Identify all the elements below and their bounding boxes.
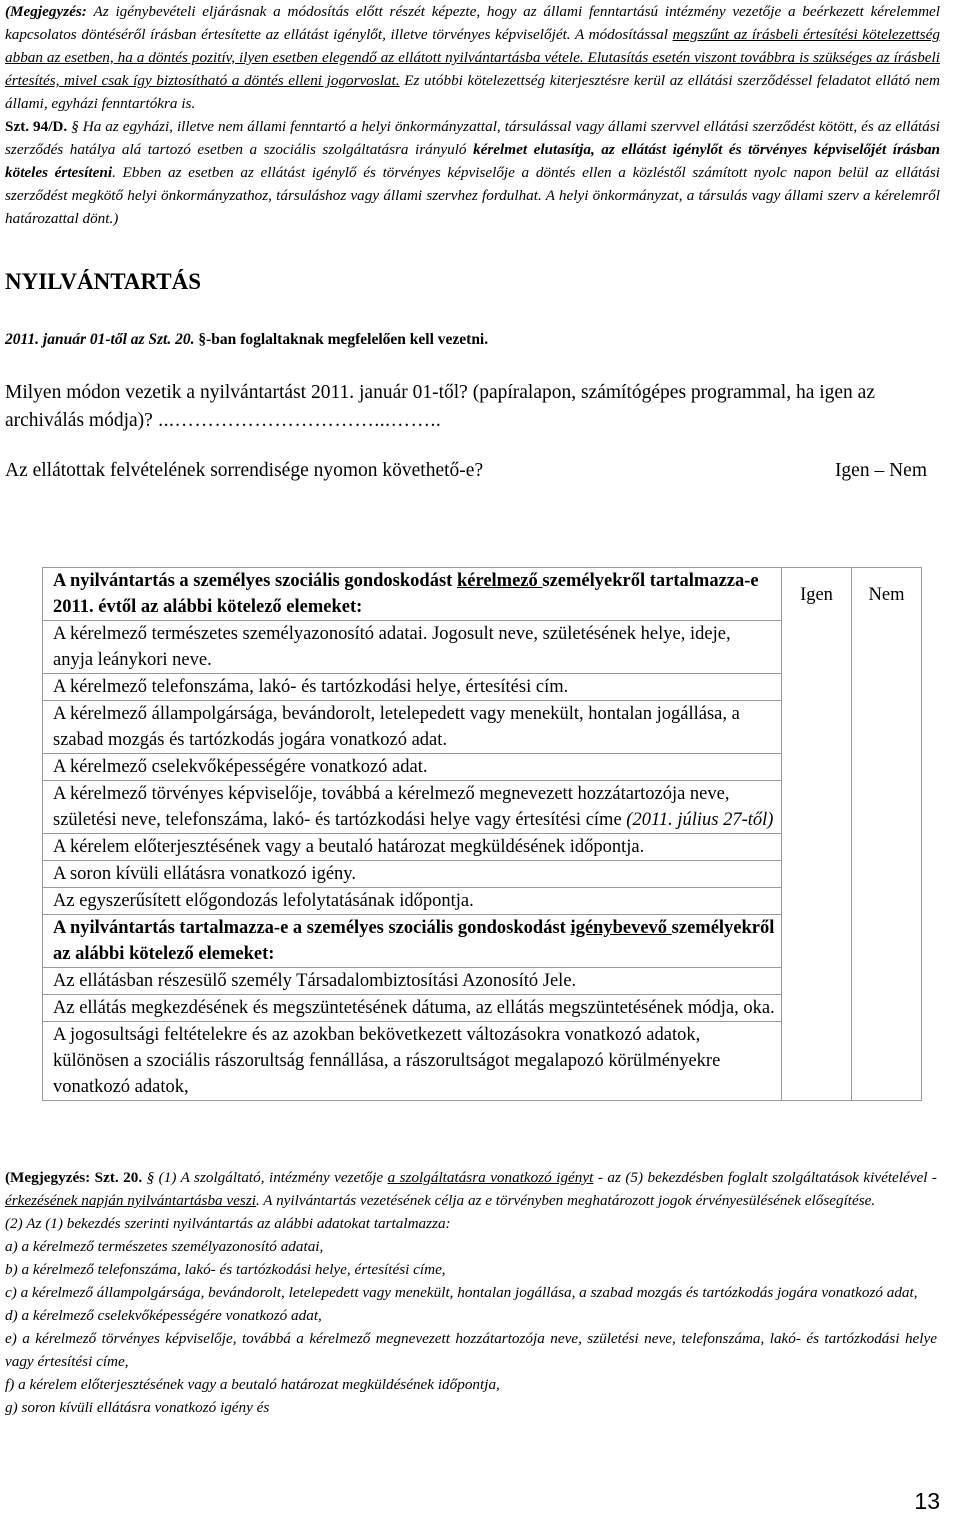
table-header-row — [43, 568, 922, 621]
bottom-note-paragraph — [5, 1166, 937, 1212]
note-underlined-text: megszűnt az írásbeli értesítési kötelezettség abban az esetben, ha a döntés pozitív, ilyen esetben elegendő az ellátott nyilvántartásba vétele. Elutasítás esetén viszont továbbra is szükséges az írásbeli értesítés, mivel csak így biztosítható a döntés elleni jogorvoslat. — [5, 26, 941, 89]
table-cell: A jogosultsági feltételekre és az azokban bekövetkezett változásokra vonatkozó adatok, különösen a szociális rászorultság fennállása, a rászorultságot megalapozó körülményekre vonatkozó adatok, — [43, 1022, 782, 1101]
column-yes: Igen — [782, 568, 852, 1101]
question-records-method-dots: ...…………………………...…….. — [152, 410, 442, 431]
note-lead: (Megjegyzés: — [5, 3, 94, 20]
table-header-underlined: kérelmező — [456, 571, 543, 591]
question-admission-order-text: Az ellátottak felvételének sorrendisége nyomon követhető-e? — [5, 460, 484, 481]
table-header-text: A nyilvántartás tartalmazza-e a személyes szociális gondoskodást — [53, 918, 571, 938]
document-page — [5, 0, 940, 485]
question-records-method-text: Milyen módon vezetik a nyilvántartást 2011. január 01-től? (papíralapon, számítógépes programmal, ha igen az archiválás módja)? — [5, 382, 875, 431]
bottom-note-text-1: § (1) A szolgáltató, intézmény vezetője — [142, 1169, 388, 1186]
bottom-note-line: a) a kérelmező természetes személyazonosító adatai, — [5, 1238, 324, 1255]
checklist-table — [42, 567, 922, 1101]
rule-line-post: §-ban foglaltaknak megfelelően kell vezetni. — [198, 331, 489, 348]
question-admission-order — [5, 457, 927, 485]
table-cell: A kérelmező cselekvőképességére vonatkozó adat. — [43, 754, 782, 781]
table-cell: A kérelem előterjesztésének vagy a beutaló határozat megküldésének időpontja. — [43, 834, 782, 861]
bottom-note — [5, 1166, 937, 1419]
bottom-note-line: b) a kérelmező telefonszáma, lakó- és tartózkodási helye, értesítési címe, — [5, 1261, 446, 1278]
rule-line — [5, 329, 940, 351]
note-text-3b: . Ebben az esetben az ellátást igénylő és törvényes képviselője a döntés ellen a közléstől számított nyolc napon belül az ellátási szerződést megkötő helyi önkormányzathoz, társuláshoz vagy állami szervhez fordulhat. A helyi önkormányzat, a társulás vagy állami szerv a kérelemről határozattal dönt.) — [5, 164, 940, 227]
bottom-note-line: d) a kérelmező cselekvőképességére vonatkozó adat, — [5, 1307, 322, 1324]
table-cell: A kérelmező telefonszáma, lakó- és tartózkodási helye, értesítési cím. — [43, 674, 782, 701]
table-cell-text: A kérelmező törvényes képviselője, továbbá a kérelmező megnevezett hozzátartozója neve, születési neve, telefonszáma, lakó- és tartózkodási helye vagy értesítési címe — [53, 784, 730, 830]
section-heading: NYILVÁNTARTÁS — [5, 269, 202, 294]
rule-line-pre: 2011. január 01-től az Szt. 20. — [5, 331, 199, 348]
bottom-note-text-2: - az (5) bekezdésben foglalt szolgáltatások kivételével - — [593, 1169, 937, 1186]
note-bold-text: kérelmet elutasítja, az ellátást igénylőt és törvényes képviselőjét írásban köteles értesíteni — [5, 141, 941, 181]
table-cell: Az ellátásban részesülő személy Társadalombiztosítási Azonosító Jele. — [43, 968, 782, 995]
bottom-note-lead: (Megjegyzés: Szt. 20. — [5, 1169, 143, 1186]
note-text-2: Ez utóbbi kötelezettség kiterjesztésre kerül az ellátási szerződéssel feladatot ellátó nem állami, egyházi fenntartókra is. — [5, 72, 940, 112]
question-admission-order-answer: Igen – Nem — [834, 460, 927, 481]
bottom-note-underlined-2: érkezésének napján nyilvántartásba veszi — [5, 1192, 256, 1209]
page-number: 13 — [914, 1488, 940, 1514]
bottom-note-underlined-1: a szolgáltatásra vonatkozó igényt — [387, 1169, 594, 1186]
table-header-applicant — [43, 568, 782, 621]
table-header-text-end: személyekről tartalmazza-e 2011. évtől az alábbi kötelező elemeket: — [53, 571, 759, 617]
table-cell: A kérelmező természetes személyazonosító adatai. Jogosult neve, születésének helye, ideje, anyja leánykori neve. — [43, 621, 782, 674]
bottom-note-line: g) soron kívüli ellátásra vonatkozó igény és — [5, 1399, 270, 1416]
table-header-underlined: igénybevevő — [570, 918, 672, 938]
table-header-text: A nyilvántartás a személyes szociális gondoskodást — [53, 571, 457, 591]
table-cell: Az ellátás megkezdésének és megszüntetésének dátuma, az ellátás megszüntetésének módja, oka. — [43, 995, 782, 1022]
question-records-method — [5, 379, 940, 435]
bottom-note-line: f) a kérelem előterjesztésének vagy a beutaló határozat megküldésének időpontja, — [5, 1376, 500, 1393]
bottom-note-text-3: . A nyilvántartás vezetésének célja az e törvényben meghatározott jogok érvényesülésének elősegítése. — [255, 1192, 876, 1209]
table-header-text-end: személyekről az alábbi kötelező elemeket: — [53, 918, 775, 964]
table-cell: Az egyszerűsített előgondozás lefolytatásának időpontja. — [43, 888, 782, 915]
table-header-recipient — [43, 915, 782, 968]
top-note — [5, 0, 940, 230]
table-cell-date-note: (2011. július 27-től) — [626, 810, 774, 830]
note-szt-ref: Szt. 94/D. — [5, 118, 68, 135]
bottom-note-line: (2) Az (1) bekezdés szerinti nyilvántartás az alábbi adatokat tartalmazza: — [5, 1215, 451, 1232]
table-cell: A soron kívüli ellátásra vonatkozó igény. — [43, 861, 782, 888]
table-cell: A kérelmező állampolgársága, bevándorolt, letelepedett vagy menekült, hontalan jogállása, a szabad mozgás és tartózkodás jogára vonatkozó adat. — [43, 701, 782, 754]
bottom-note-line: c) a kérelmező állampolgársága, bevándorolt, letelepedett vagy menekült, hontalan jogállása, a szabad mozgás és tartózkodás jogára vonatkozó adat, — [5, 1284, 918, 1301]
note-text-3a: § Ha az egyházi, illetve nem állami fenntartó a helyi önkormányzattal, társulással vagy állami szervvel ellátási szerződést kötött, és az ellátási szerződés hatálya alá tartozó esetben a szociális szolgáltatásra irányuló — [5, 118, 941, 158]
bottom-note-line: e) a kérelmező törvényes képviselője, továbbá a kérelmező megnevezett hozzátartozója neve, születési neve, telefonszáma, lakó- és tartózkodási helye vagy értesítési címe, — [5, 1330, 937, 1370]
column-no: Nem — [852, 568, 922, 1101]
table-cell-representative — [43, 781, 782, 834]
note-text-1: Az igénybevételi eljárásnak a módosítás előtt részét képezte, hogy az állami fenntartású intézmény vezetője a beérkezett kérelemmel kapcsolatos döntéséről írásban értesítette az ellátást igénylőt, illetve törvényes képviselőjét. A módosítással — [5, 3, 940, 43]
